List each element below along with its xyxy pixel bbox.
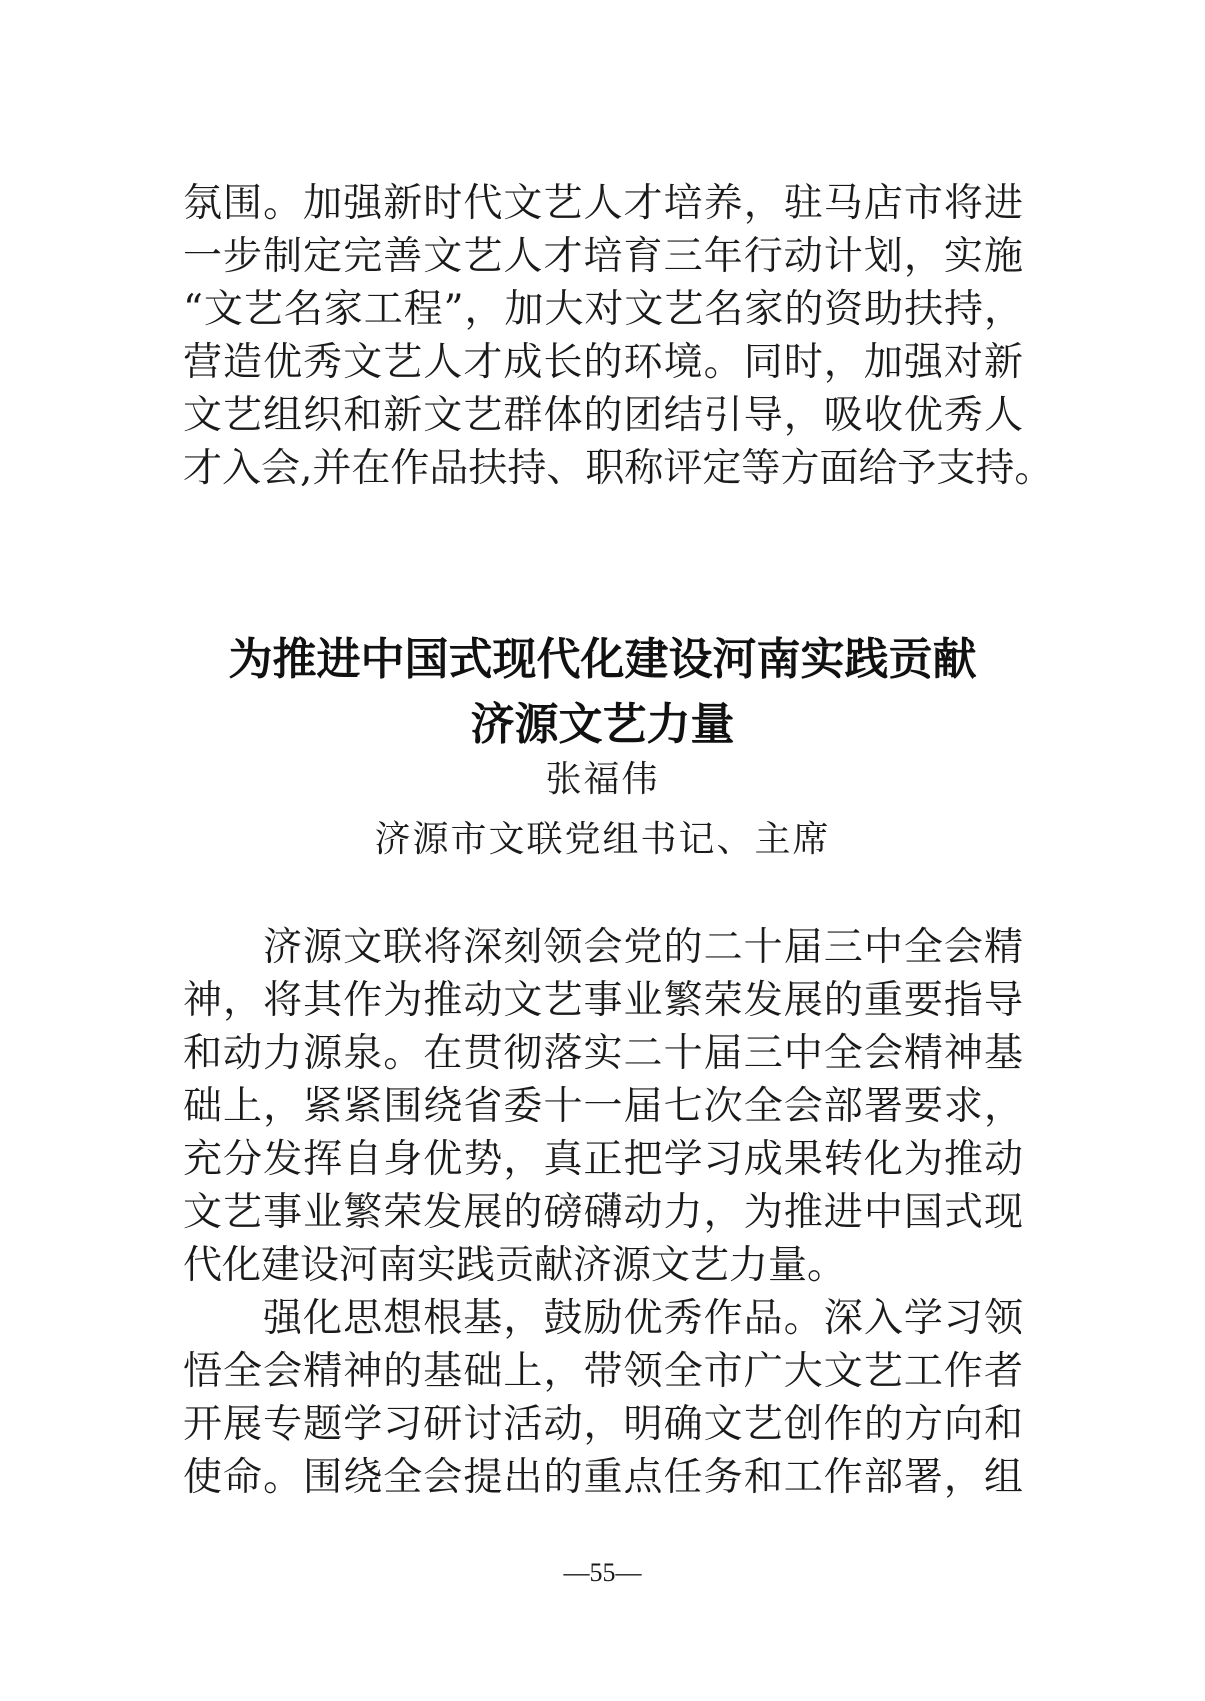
- author-name: 张福伟: [545, 759, 660, 800]
- text-line: 开展专题学习研讨活动，明确文艺创作的方向和: [183, 1402, 1023, 1447]
- article-title-line-2: 济源文艺力量: [470, 699, 735, 750]
- text-line: 一步制定完善文艺人才培育三年行动计划，实施: [183, 234, 1023, 279]
- text-line: 文艺组织和新文艺群体的团结引导，吸收优秀人: [183, 393, 1023, 438]
- author-affiliation: 济源市文联党组书记、主席: [374, 819, 831, 860]
- text-line: “文艺名家工程”，加大对文艺名家的资助扶持，: [183, 287, 1023, 332]
- text-line: 氛围。加强新时代文艺人才培养，驻马店市将进: [183, 181, 1023, 226]
- article-title-line-1: 为推进中国式现代化建设河南实践贡献: [228, 634, 977, 685]
- text-line: 使命。围绕全会提出的重点任务和工作部署，组: [183, 1455, 1023, 1500]
- text-line: 才入会,并在作品扶持、职称评定等方面给予支持。: [183, 446, 1054, 491]
- text-line: 营造优秀文艺人才成长的环境。同时，加强对新: [183, 340, 1023, 385]
- text-line: 文艺事业繁荣发展的磅礴动力，为推进中国式现: [183, 1190, 1023, 1235]
- text-line: 础上，紧紧围绕省委十一届七次全会部署要求，: [183, 1084, 1023, 1129]
- text-line: 和动力源泉。在贯彻落实二十届三中全会精神基: [183, 1031, 1023, 1076]
- text-line: 济源文联将深刻领会党的二十届三中全会精: [263, 925, 1023, 970]
- text-line: 代化建设河南实践贡献济源文艺力量。: [183, 1243, 847, 1288]
- page-number: —55—: [563, 1558, 642, 1587]
- text-line: 悟全会精神的基础上，带领全市广大文艺工作者: [183, 1349, 1023, 1394]
- text-line: 神，将其作为推动文艺事业繁荣发展的重要指导: [183, 978, 1023, 1023]
- text-line: 充分发挥自身优势，真正把学习成果转化为推动: [183, 1137, 1023, 1182]
- text-line: 强化思想根基，鼓励优秀作品。深入学习领: [263, 1296, 1023, 1341]
